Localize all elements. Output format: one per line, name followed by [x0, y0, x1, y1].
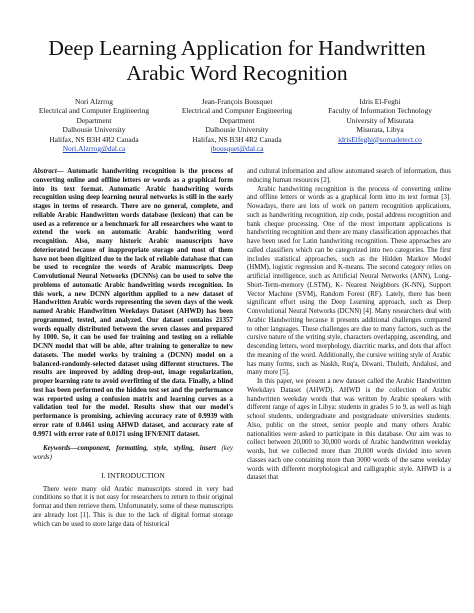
author-name: Idris El-Feghi: [359, 97, 401, 106]
author-affiliation-line: Halifax, NS B3H 4R2 Canada: [192, 134, 282, 144]
author-affiliation-line: Faculty of Information Technology: [328, 106, 432, 116]
right-column: [247, 168, 451, 483]
author-affiliation-line: Misurata, Libya: [356, 125, 404, 135]
author-2: [167, 97, 307, 153]
author-email-link[interactable]: idrisElfeghi@somadetect.co: [338, 134, 422, 144]
author-name: Jean-François Bousquet: [201, 97, 273, 106]
body-paragraph: Arabic handwriting recognition is the process of converting online and offline letters or words as a graphical form into its text format [3]. Nowadays, there are lots of work on pattern recognition applications, such as handwriting recognition, zip code, postal address recognition and bank cheque processing. One of the most important applications is handwriting recognition and there are many classification approaches that have been used for Latin handwriting recognition. These approaches are called classifiers which can be categorized into two categories. The first includes statistical approaches, such as the Hidden Markov Model (HMM), logistic regression and K-means. The second category relies on artificial intelligence, such as Artificial Neural Networks (ANN), Long-Short-Term-memory (LSTM), K- Nearest Neighbors (K-NN), Support Vector Machine (SVM), Random Forest (RF). Lately, there has been significant effort using the Deep Learning approach, such as Deep Convolutional Neural Networks (DCNN) [4]. Many researchers deal with Arabic Handwriting because it presents additional challenges compared to other languages. These challenges are due to many factors, such as the cursive nature of the writing style, characters overlapping, ascending, and descending letters, word morphology, diacritic marks, and dots that affect the meaning of the word. Additionally, the cursive writing style of Arabic has many forms, such as Naskh, Ruq'a, Diwani, Thuluth, Andalusi, and many more [5].: [247, 185, 451, 377]
left-column: [33, 168, 233, 529]
author-affiliation-line: University of Misurata: [346, 115, 414, 125]
author-affiliation-line: Halifax, NS B3H 4R2 Canada: [49, 134, 139, 144]
author-block: [24, 97, 450, 153]
keywords-tail: (key words): [33, 445, 233, 461]
author-email-link[interactable]: jbousquet@dal.ca: [210, 144, 264, 154]
section-heading: I. INTRODUCTION: [101, 470, 165, 480]
body-paragraph: and cultural information and allow automated search of information, thus reducing human resources [2].: [247, 168, 451, 184]
author-affiliation-line: Department: [219, 115, 255, 125]
keywords: [33, 445, 233, 463]
author-affiliation-line: Dalhousie University: [62, 125, 126, 135]
author-1: [24, 97, 164, 153]
body-paragraph: In this paper, we present a new dataset called the Arabic Handwritten Weekdays Dataset (AHWD). AHWD is the collection of Arabic handwritten weekday words that was written by Arabic speakers with different range of ages in Libya: students in grades 5 to 9, as well as high school students, undergraduate and postgraduate universities students. Also, public on the street, senior people and many others Arabic nationalities were asked to participate in this database. Our aim was to collect between 20,000 to 30,000 words of Arabic handwritten weekday words, but we collected more than 20,000 words divided into seven classes each one containing more than 3000 words of the same weekday words with different morphological and calligraphic style. AHWD is a dataset that: [247, 378, 451, 482]
abstract-lead: Abstract—: [33, 168, 64, 175]
keywords-lead: Keywords—component, formatting, style, styling, insert: [43, 445, 216, 453]
author-3: [310, 97, 450, 153]
author-affiliation-line: Electrical and Computer Engineering: [181, 106, 293, 116]
author-affiliation-line: Department: [76, 115, 112, 125]
intro-paragraph: There were many old Arabic manuscripts stored in very bad conditions so that it is not easy for researchers to return to their original format and then retrieve them. Unfortunately, some of these manuscripts are already lost [1]. This is due to the lack of digital format storage which can be used to store large data of historical: [33, 485, 233, 528]
abstract-text: Automatic handwriting recognition is the process of converting online and offline letters or words as a graphical form into its text format. Automatic Arabic handwriting words recognition using deep learning neural networks is still in the early stages in terms of research. There are no general, complete, and reliable Arabic Handwritten words database (lexicon) that can be used as a reference or a benchmark for all researchers who want to extend the work on automatic Arabic handwriting word recognition. Also, many historic Arabic manuscripts have deteriorated because of inappropriate storage and most of them have not been digitized due to the lack of reliable database that can be used to recognize the words of Arabic manuscripts. Deep Convolutional Neural Networks (DCNNs) can be used to solve the problems of automatic Arabic handwriting words recognition. In this work, a new DCNN algorithm applied to a new dataset of Handwritten Arabic words representing the seven days of the week named Arabic Handwritten Weekdays Dataset (AHWD) has been programmed, tested, and analyzed. Our dataset contains 21357 words equally distributed between the seven classes and prepared by 1000. So, it can be used for training and testing on a reliable DCNN model that will be able, after training to generalize to new datasets. The model works by training a (DCNN) model on a balanced-randomly-selected dataset using different structures. The results are improved by adding drop-out, image regularization, proper learning rate to avoid overfitting of the data. Finally, a blind test has been performed on the hidden test set and the performance was reported using a confusion matrix and learning curves as a validation tool for the model. Results show that our model's performance is promising, achieving accuracy rate of 0.9939 with error rate of 0.0461 using AHWD dataset, and accuracy rate of 0.9971 with error rate of 0.0171 using IFN/ENIT dataset.: [33, 168, 233, 438]
paper-title: Deep Learning Application for Handwritten Arabic Word Recognition: [48, 36, 426, 85]
author-name: Nori Alzrrog: [75, 97, 113, 106]
author-affiliation-line: Dalhousie University: [205, 125, 269, 135]
author-email-link[interactable]: Nori.Alzrrog@dal.ca: [62, 144, 126, 154]
author-affiliation-line: Electrical and Computer Engineering: [38, 106, 150, 116]
abstract: [33, 168, 233, 439]
